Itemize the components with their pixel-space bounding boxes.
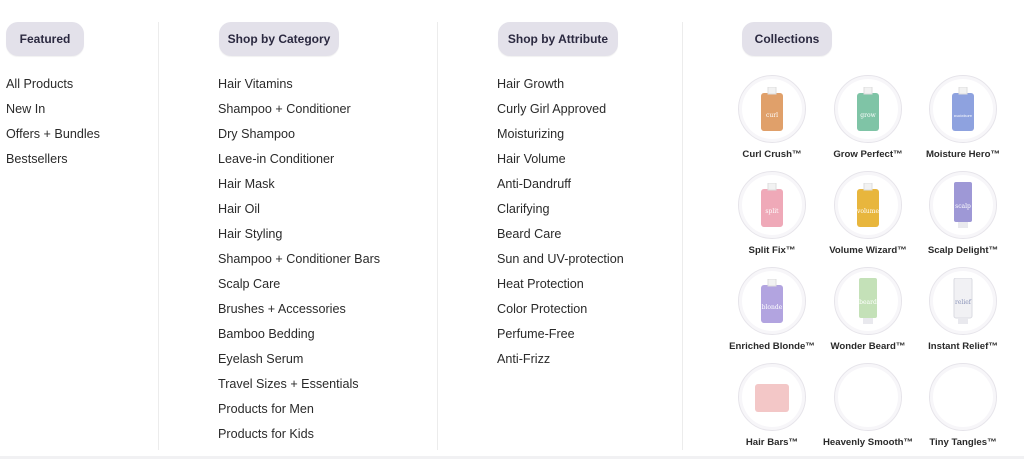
curl-crush-bottle-icon (761, 87, 783, 131)
collection-label[interactable]: Scalp Delight™ (927, 245, 999, 256)
attribute-heading-pill[interactable] (498, 22, 618, 56)
featured-heading: Featured (19, 32, 71, 46)
collection-image[interactable] (834, 267, 902, 335)
split-fix-bottle-icon (761, 183, 783, 227)
collection-image[interactable] (929, 171, 997, 239)
collection-image[interactable] (738, 363, 806, 431)
product-word-label: relief (954, 299, 972, 306)
collection-label[interactable]: Split Fix™ (748, 245, 796, 256)
grow-perfect-bottle-icon (857, 87, 879, 131)
collection-label[interactable]: Tiny Tangles™ (929, 437, 997, 448)
collection-label[interactable]: Hair Bars™ (745, 437, 799, 448)
collection-label[interactable]: Wonder Beard™ (830, 341, 906, 352)
product-word-label: scalp (955, 203, 971, 210)
menu-link[interactable]: Perfume-Free (497, 327, 575, 341)
menu-link[interactable]: Hair Styling (218, 227, 283, 241)
menu-link[interactable]: Bamboo Bedding (218, 327, 315, 341)
menu-link[interactable]: Hair Volume (497, 152, 566, 166)
product-word-label: curl (765, 112, 779, 119)
menu-link[interactable]: Moisturizing (497, 127, 565, 141)
menu-link[interactable]: New In (6, 102, 46, 116)
menu-link[interactable]: Scalp Care (218, 277, 281, 291)
collection-image[interactable] (738, 171, 806, 239)
menu-link[interactable]: Anti-Dandruff (497, 177, 571, 191)
collection-tile[interactable] (823, 171, 913, 256)
collection-tile[interactable] (918, 267, 1008, 352)
collection-tile[interactable] (918, 75, 1008, 160)
menu-link[interactable]: Hair Oil (218, 202, 260, 216)
menu-link[interactable]: Offers + Bundles (6, 127, 100, 141)
category-column (159, 0, 437, 459)
moisture-hero-bottle-icon (952, 87, 974, 131)
collection-label[interactable]: Volume Wizard™ (829, 245, 907, 256)
collections-heading: Collections (754, 32, 820, 46)
menu-link[interactable]: Travel Sizes + Essentials (218, 377, 359, 391)
collection-label[interactable]: Grow Perfect™ (833, 149, 903, 160)
collection-image[interactable] (929, 267, 997, 335)
instant-relief-tube-icon (953, 278, 973, 324)
featured-column (0, 0, 158, 459)
menu-link[interactable]: Leave-in Conditioner (218, 152, 335, 166)
collection-image[interactable] (929, 75, 997, 143)
menu-link[interactable]: Eyelash Serum (218, 352, 304, 366)
collection-label[interactable]: Enriched Blonde™ (729, 341, 815, 352)
collection-image[interactable] (834, 75, 902, 143)
menu-link[interactable]: Anti-Frizz (497, 352, 551, 366)
menu-link[interactable]: Color Protection (497, 302, 588, 316)
collection-label[interactable]: Curl Crush™ (742, 149, 802, 160)
menu-link[interactable]: Products for Men (218, 402, 314, 416)
attribute-column (438, 0, 682, 459)
menu-link[interactable]: Beard Care (497, 227, 562, 241)
menu-link[interactable]: Hair Growth (497, 77, 565, 91)
scalp-delight-tube-icon (953, 182, 973, 228)
category-heading-pill[interactable] (219, 22, 339, 56)
featured-heading-pill[interactable] (6, 22, 84, 56)
product-word-label: volume (857, 208, 879, 215)
collection-label[interactable]: Instant Relief™ (928, 341, 998, 352)
collection-tile[interactable] (918, 171, 1008, 256)
menu-link[interactable]: All Products (6, 77, 74, 91)
collection-image[interactable] (834, 363, 902, 431)
product-word-label: beard (859, 299, 877, 306)
product-word-label: moisture (954, 113, 972, 118)
product-word-label: split (765, 208, 779, 215)
collection-label[interactable]: Heavenly Smooth™ (823, 437, 914, 448)
menu-link[interactable]: Dry Shampoo (218, 127, 295, 141)
volume-wizard-bottle-icon (857, 183, 879, 227)
collection-image[interactable] (738, 267, 806, 335)
collection-tile[interactable] (727, 171, 817, 256)
collection-tile[interactable] (727, 75, 817, 160)
enriched-blonde-bottle-icon (761, 279, 783, 323)
collection-tile[interactable] (727, 267, 817, 352)
menu-link[interactable]: Curly Girl Approved (497, 102, 607, 116)
collection-label[interactable]: Moisture Hero™ (925, 149, 1001, 160)
menu-link[interactable]: Brushes + Accessories (218, 302, 346, 316)
collections-heading-pill[interactable] (742, 22, 832, 56)
menu-link[interactable]: Products for Kids (218, 427, 314, 441)
wonder-beard-tube-icon (858, 278, 878, 324)
menu-link[interactable]: Clarifying (497, 202, 550, 216)
menu-link[interactable]: Bestsellers (6, 152, 68, 166)
menu-link[interactable]: Shampoo + Conditioner Bars (218, 252, 381, 266)
collection-image[interactable] (834, 171, 902, 239)
collection-image[interactable] (929, 363, 997, 431)
menu-link[interactable]: Heat Protection (497, 277, 584, 291)
collections-column (683, 0, 1024, 459)
collection-tile[interactable] (823, 267, 913, 352)
attribute-menu (497, 76, 624, 376)
attribute-heading: Shop by Attribute (507, 32, 609, 46)
collection-tile[interactable] (918, 363, 1008, 448)
hair-bar-soap-icon (753, 380, 791, 414)
product-word-label: grow (860, 112, 876, 119)
menu-link[interactable]: Hair Mask (218, 177, 275, 191)
featured-menu (6, 76, 100, 176)
category-heading: Shop by Category (227, 32, 331, 46)
collection-tile[interactable] (823, 363, 913, 448)
category-menu (218, 76, 380, 451)
menu-link[interactable]: Hair Vitamins (218, 77, 293, 91)
collection-tile[interactable] (727, 363, 817, 448)
collection-image[interactable] (738, 75, 806, 143)
menu-link[interactable]: Shampoo + Conditioner (218, 102, 351, 116)
menu-link[interactable]: Sun and UV-protection (497, 252, 624, 266)
collection-tile[interactable] (823, 75, 913, 160)
product-word-label: blonde (761, 304, 783, 311)
